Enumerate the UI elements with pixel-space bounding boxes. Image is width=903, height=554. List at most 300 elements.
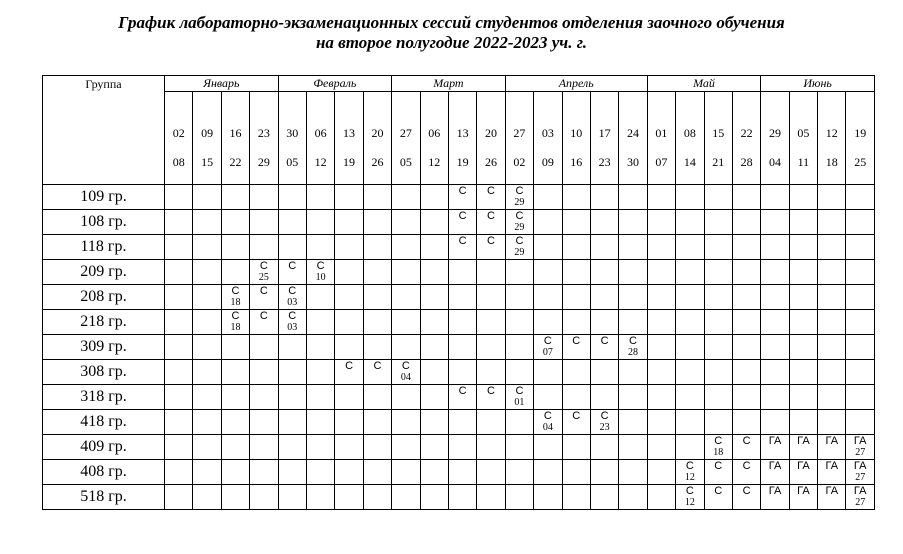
group-name: 109 гр. [43,185,165,210]
schedule-cell [278,460,306,485]
session-mark: С [685,460,694,472]
week-end-day: 02 [513,155,526,169]
schedule-cell [420,485,448,510]
group-row [43,385,875,410]
schedule-cell [420,460,448,485]
week-column-header [505,92,533,185]
document-subtitle: на второе полугодие 2022-2023 уч. г. [315,33,588,52]
week-start-day: 01 [655,126,668,140]
schedule-cell [732,385,760,410]
session-mark: С [231,310,240,322]
schedule-cell [647,385,675,410]
schedule-cell [818,210,846,235]
schedule-cell [562,210,590,235]
schedule-cell [789,335,817,360]
schedule-cell [477,185,505,210]
schedule-cell [676,285,704,310]
week-column-header [335,92,363,185]
schedule-cell [477,360,505,385]
schedule-cell [505,185,533,210]
schedule-cell [818,335,846,360]
schedule-cell [165,310,193,335]
schedule-cell [619,360,647,385]
schedule-cell [846,435,874,460]
schedule-cell [647,210,675,235]
week-column-header [420,92,448,185]
session-day: 25 [258,272,269,283]
schedule-cell [818,235,846,260]
schedule-cell [335,335,363,360]
schedule-cell [448,385,476,410]
schedule-cell [562,435,590,460]
month-header: Май [647,76,761,92]
schedule-cell [846,185,874,210]
schedule-cell [590,435,618,460]
schedule-cell [846,460,874,485]
week-start-day: 05 [797,126,810,140]
schedule-cell [704,410,732,435]
schedule-cell [590,285,618,310]
schedule-cell [335,410,363,435]
schedule-cell [448,310,476,335]
schedule-cell [818,310,846,335]
month-header: Апрель [505,76,647,92]
schedule-cell [676,260,704,285]
week-end-day: 22 [229,155,242,169]
schedule-cell [448,335,476,360]
schedule-cell [789,360,817,385]
session-day: 18 [230,322,241,333]
schedule-cell [420,385,448,410]
week-end-day: 15 [201,155,214,169]
week-start-day: 27 [513,126,526,140]
schedule-cell [193,435,221,460]
schedule-cell [250,285,278,310]
schedule-cell [278,410,306,435]
session-mark: С [487,185,495,197]
week-end-day: 14 [683,155,696,169]
week-column-header [477,92,505,185]
schedule-cell [448,460,476,485]
schedule-cell [392,285,420,310]
session-mark: С [629,335,637,347]
schedule-cell [363,435,391,460]
schedule-cell [534,235,562,260]
session-mark: С [543,410,552,422]
schedule-cell [676,210,704,235]
session-day: 10 [315,272,326,283]
schedule-cell [647,285,675,310]
week-end-day: 05 [399,155,412,169]
schedule-cell [676,385,704,410]
week-start-day: 13 [343,126,356,140]
schedule-cell [306,185,334,210]
schedule-cell [534,185,562,210]
session-day: 04 [400,372,411,383]
schedule-cell [590,235,618,260]
week-column-header [534,92,562,185]
schedule-cell [505,335,533,360]
schedule-cell [221,385,249,410]
week-end-day: 30 [627,155,640,169]
group-row [43,435,875,460]
session-day: 07 [542,347,553,358]
schedule-cell [193,485,221,510]
week-start-day: 02 [172,126,185,140]
group-name: 209 гр. [43,260,165,285]
schedule-cell [619,385,647,410]
session-mark: С [742,460,751,472]
session-mark: С [458,235,467,247]
schedule-cell [306,310,334,335]
session-mark: С [288,260,297,272]
schedule-cell [789,460,817,485]
schedule-cell [193,460,221,485]
schedule-cell [448,185,476,210]
schedule-cell [732,310,760,335]
schedule-cell [647,235,675,260]
week-end-day: 08 [172,155,185,169]
session-mark: С [714,485,723,497]
schedule-cell [250,260,278,285]
session-mark: С [572,335,581,347]
session-day: 03 [287,297,298,308]
schedule-cell [761,485,789,510]
schedule-cell [534,335,562,360]
schedule-cell [619,460,647,485]
group-name: 308 гр. [43,360,165,385]
schedule-cell [363,410,391,435]
schedule-cell [165,460,193,485]
session-mark: С [543,335,552,347]
week-start-day: 15 [712,126,725,140]
schedule-cell [647,435,675,460]
schedule-cell [221,410,249,435]
schedule-cell [363,185,391,210]
schedule-cell [818,185,846,210]
session-mark: ГА [768,435,782,447]
session-mark: С [714,435,723,447]
schedule-cell [505,235,533,260]
schedule-cell [704,210,732,235]
schedule-cell [647,360,675,385]
schedule-cell [335,285,363,310]
session-mark: С [600,410,609,422]
session-mark: С [487,210,495,222]
schedule-cell [562,360,590,385]
month-header-row [43,76,875,92]
week-start-day: 30 [286,126,299,140]
schedule-cell [420,285,448,310]
schedule-cell [818,435,846,460]
session-day: 04 [542,422,553,433]
schedule-cell [846,410,874,435]
schedule-cell [732,335,760,360]
schedule-cell [704,310,732,335]
session-mark: ГА [853,485,867,497]
group-name: 318 гр. [43,385,165,410]
schedule-cell [193,285,221,310]
schedule-cell [732,360,760,385]
schedule-cell [392,385,420,410]
schedule-cell [590,185,618,210]
schedule-cell [534,360,562,385]
schedule-cell [562,285,590,310]
schedule-cell [590,385,618,410]
schedule-cell [335,435,363,460]
month-header: Март [392,76,506,92]
schedule-cell [647,410,675,435]
schedule-cell [562,310,590,335]
group-name: 409 гр. [43,435,165,460]
schedule-cell [534,410,562,435]
schedule-cell [590,360,618,385]
group-name: 218 гр. [43,310,165,335]
schedule-cell [704,335,732,360]
schedule-cell [306,210,334,235]
group-row [43,210,875,235]
schedule-cell [165,210,193,235]
schedule-cell [647,460,675,485]
week-end-day: 04 [769,155,781,169]
schedule-cell [477,485,505,510]
session-mark: ГА [768,485,782,497]
schedule-cell [392,410,420,435]
schedule-cell [221,235,249,260]
schedule-cell [221,435,249,460]
schedule-cell [193,235,221,260]
session-mark: С [742,435,751,447]
schedule-cell [818,360,846,385]
schedule-cell [165,285,193,310]
schedule-cell [165,260,193,285]
schedule-cell [676,360,704,385]
schedule-cell [846,485,874,510]
schedule-cell [704,385,732,410]
schedule-cell [562,460,590,485]
schedule-cell [505,260,533,285]
week-start-day: 17 [598,126,611,140]
schedule-cell [193,210,221,235]
session-day: 29 [514,197,525,208]
session-mark: С [458,210,467,222]
schedule-cell [420,435,448,460]
group-column-header [43,76,165,185]
session-mark: С [401,360,410,372]
group-row [43,310,875,335]
schedule-cell [363,485,391,510]
schedule-cell [193,310,221,335]
schedule-cell [704,485,732,510]
schedule-cell [306,435,334,460]
schedule-cell [306,360,334,385]
schedule-cell [846,260,874,285]
week-column-header [392,92,420,185]
schedule-cell [278,485,306,510]
schedule-cell [789,435,817,460]
schedule-cell [448,435,476,460]
session-day: 28 [628,347,639,358]
week-column-header [278,92,306,185]
schedule-cell [534,435,562,460]
schedule-cell [477,410,505,435]
schedule-cell [392,435,420,460]
schedule-cell [846,235,874,260]
week-start-day: 20 [485,126,498,140]
schedule-cell [363,235,391,260]
schedule-cell [363,310,391,335]
session-mark: С [515,385,524,397]
schedule-cell [761,310,789,335]
week-end-day: 29 [257,155,270,169]
document-title: График лабораторно-экзаменационных сессий студентов отделения заочного обучения [118,13,785,32]
schedule-cell [250,235,278,260]
schedule-cell [505,410,533,435]
schedule-cell [420,360,448,385]
session-mark: С [714,460,723,472]
week-column-header [562,92,590,185]
schedule-cell [250,210,278,235]
schedule-cell [221,285,249,310]
schedule-cell [590,335,618,360]
schedule-cell [477,260,505,285]
schedule-cell [193,335,221,360]
schedule-cell [392,260,420,285]
schedule-cell [732,435,760,460]
schedule-cell [448,210,476,235]
schedule-cell [562,235,590,260]
schedule-cell [306,335,334,360]
schedule-cell [306,385,334,410]
schedule-cell [789,185,817,210]
schedule-cell [193,410,221,435]
week-end-day: 28 [740,155,753,169]
schedule-cell [193,185,221,210]
week-end-day: 07 [655,155,668,169]
session-day: 23 [599,422,610,433]
group-name: 108 гр. [43,210,165,235]
week-header-row [43,92,875,185]
month-header: Февраль [278,76,392,92]
session-mark: С [458,185,467,197]
schedule-cell [732,410,760,435]
week-end-day: 12 [314,155,327,169]
schedule-cell [732,235,760,260]
schedule-cell [250,385,278,410]
schedule-cell [505,360,533,385]
session-mark: С [288,285,297,297]
schedule-cell [448,260,476,285]
schedule-cell [505,310,533,335]
schedule-cell [647,485,675,510]
week-start-day: 10 [570,126,583,140]
schedule-cell [619,210,647,235]
group-row [43,235,875,260]
schedule-cell [562,260,590,285]
schedule-cell [165,435,193,460]
schedule-cell [789,310,817,335]
schedule-cell [306,235,334,260]
schedule-cell [818,285,846,310]
schedule-cell [732,185,760,210]
week-start-day: 13 [456,126,469,140]
schedule-cell [590,310,618,335]
schedule-cell [590,260,618,285]
schedule-cell [704,260,732,285]
week-column-header [590,92,618,185]
session-day: 27 [855,497,866,508]
schedule-cell [420,185,448,210]
schedule-cell [165,385,193,410]
schedule-cell [761,285,789,310]
group-name: 518 гр. [43,485,165,510]
week-end-day: 09 [541,155,554,169]
week-column-header [619,92,647,185]
schedule-cell [250,410,278,435]
week-start-day: 23 [257,126,270,140]
schedule-cell [732,210,760,235]
schedule-cell [335,485,363,510]
schedule-cell [534,485,562,510]
session-mark: С [742,485,751,497]
month-header: Июнь [761,76,875,92]
schedule-cell [278,260,306,285]
group-name: 418 гр. [43,410,165,435]
session-mark: С [487,235,495,247]
schedule-cell [619,185,647,210]
group-row [43,260,875,285]
schedule-cell [306,410,334,435]
schedule-cell [704,185,732,210]
schedule-cell [534,260,562,285]
schedule-cell [534,460,562,485]
schedule-cell [789,235,817,260]
week-end-day: 26 [485,155,498,169]
schedule-cell [534,310,562,335]
week-column-header [789,92,817,185]
schedule-cell [420,235,448,260]
week-column-header [704,92,732,185]
schedule-cell [306,460,334,485]
schedule-cell [619,485,647,510]
week-column-header [165,92,193,185]
schedule-cell [846,360,874,385]
schedule-cell [193,360,221,385]
schedule-cell [505,435,533,460]
week-end-day: 21 [712,155,725,169]
schedule-cell [477,235,505,260]
week-end-day: 19 [456,155,469,169]
schedule-cell [562,485,590,510]
schedule-cell [562,335,590,360]
session-mark: С [487,385,495,397]
session-day: 01 [514,397,525,408]
schedule-cell [363,260,391,285]
schedule-cell [278,435,306,460]
schedule-cell [676,485,704,510]
schedule-cell [704,360,732,385]
schedule-cell [278,310,306,335]
schedule-cell [306,285,334,310]
schedule-cell [562,385,590,410]
week-start-day: 24 [627,126,640,140]
session-mark: ГА [797,485,810,497]
session-mark: С [458,385,467,397]
schedule-cell [761,260,789,285]
week-start-day: 27 [399,126,412,140]
schedule-cell [165,335,193,360]
schedule-cell [789,285,817,310]
